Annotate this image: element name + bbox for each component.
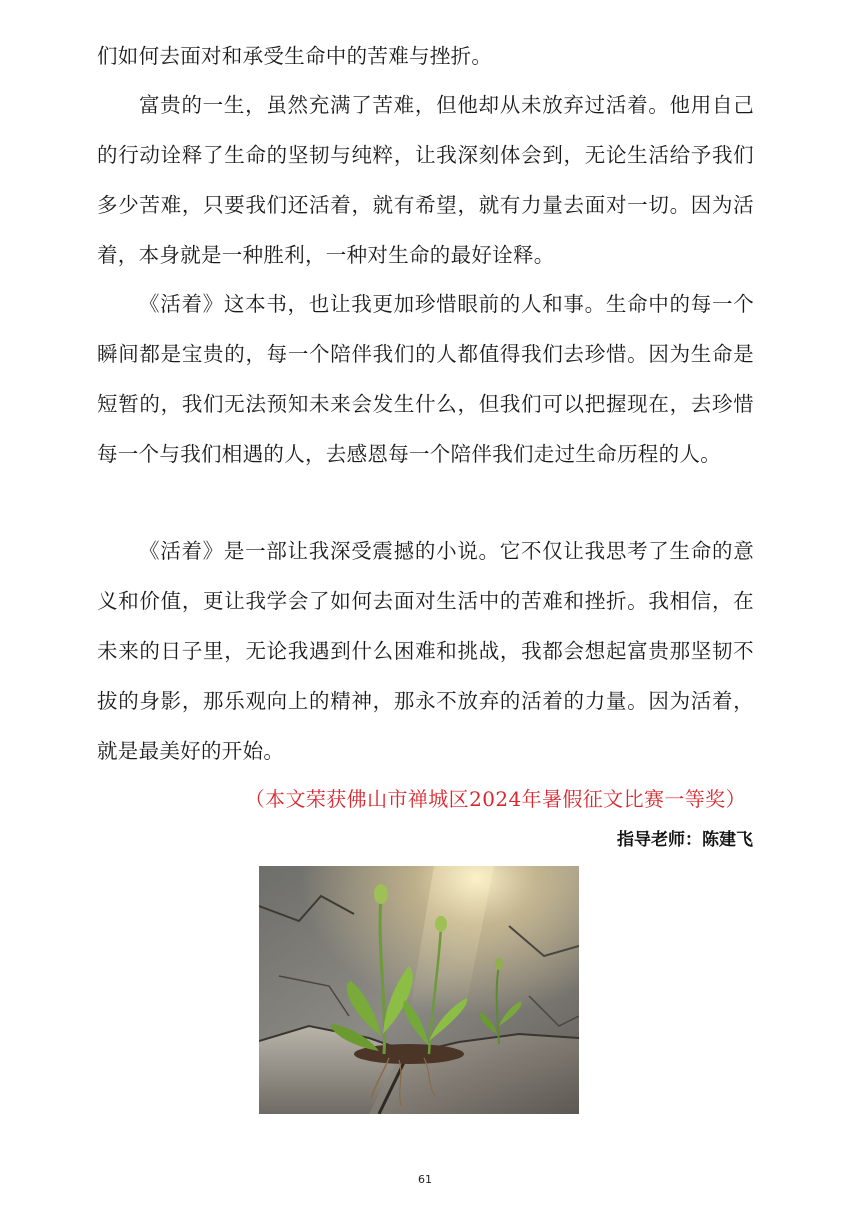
page-number: 61 bbox=[418, 1173, 432, 1186]
paragraph-fugui: 富贵的一生，虽然充满了苦难，但他却从未放弃过活着。他用自己的行动诠释了生命的坚韧与纯粹，让我深刻体会到，无论生活给予我们多少苦难，只要我们还活着，就有希望，就有力量去面对一切。因为活着，本身就是一种胜利，一种对生命的最好诠释。 bbox=[97, 93, 754, 267]
sprout-in-rock-illustration bbox=[259, 866, 579, 1114]
paragraph-cherish: 《活着》这本书，也让我更加珍惜眼前的人和事。生命中的每一个瞬间都是宝贵的，每一个陪伴我们的人都值得我们去珍惜。因为生命是短暂的，我们无法预知未来会发生什么，但我们可以把握现在，去珍惜每一个与我们相遇的人，去感恩每一个陪伴我们走过生命历程的人。 bbox=[97, 292, 754, 466]
mentor-credit: 指导老师：陈建飞 bbox=[617, 830, 753, 850]
award-note: （本文荣获佛山市禅城区2024年暑假征文比赛一等奖） bbox=[244, 787, 746, 811]
paragraph-conclusion: 《活着》是一部让我深受震撼的小说。它不仅让我思考了生命的意义和价值，更让我学会了如何去面对生活中的苦难和挫折。我相信，在未来的日子里，无论我遇到什么困难和挑战，我都会想起富贵那坚韧不拔的身影，那乐观向上的精神，那永不放弃的活着的力量。因为活着，就是最美好的开始。 bbox=[97, 539, 754, 763]
paragraph-continuation: 们如何去面对和承受生命中的苦难与挫折。 bbox=[97, 44, 493, 68]
